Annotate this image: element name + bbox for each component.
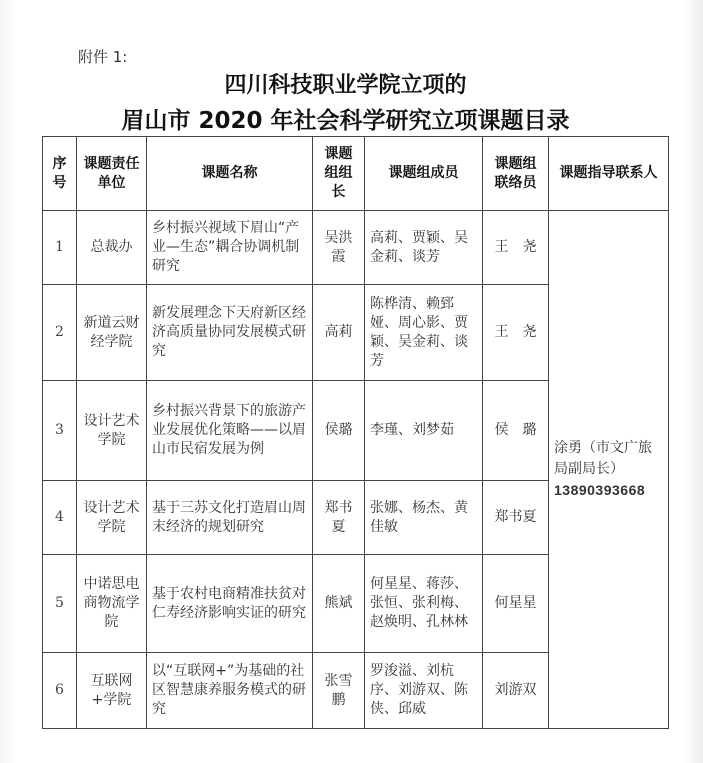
table-row (43, 211, 669, 285)
header-unit: 课题责任单位 (77, 137, 147, 211)
header-name: 课题名称 (147, 137, 313, 211)
cell-seq: 3 (43, 381, 77, 481)
cell-unit: 设计艺术学院 (77, 381, 147, 481)
header-seq: 序号 (43, 137, 77, 211)
header-liaison: 课题组联络员 (483, 137, 549, 211)
advisor-phone: 13890393668 (554, 481, 646, 498)
cell-seq: 5 (43, 555, 77, 653)
header-leader: 课题组组长 (313, 137, 365, 211)
cell-leader: 高莉 (313, 285, 365, 381)
cell-members: 罗浚溢、刘杭序、刘游双、陈侠、邱威 (365, 653, 483, 729)
attachment-label: 附件 1: (78, 48, 128, 66)
cell-members: 李瑾、刘梦茹 (365, 381, 483, 481)
cell-liaison: 侯 璐 (483, 381, 549, 481)
title-line-2: 眉山市 2020 年社会科学研究立项课题目录 (121, 108, 570, 134)
cell-leader: 熊斌 (313, 555, 365, 653)
cell-leader: 张雪鹏 (313, 653, 365, 729)
cell-name: 基于三苏文化打造眉山周末经济的规划研究 (147, 481, 313, 555)
cell-unit: 新道云财经学院 (77, 285, 147, 381)
advisor-name: 涂勇（市文广旅局副局长） (554, 439, 652, 477)
title-line-1: 四川科技职业学院立项的 (224, 73, 467, 98)
cell-name: 新发展理念下天府新区经济高质量协同发展模式研究 (147, 285, 313, 381)
cell-unit: 设计艺术学院 (77, 481, 147, 555)
cell-name: 基于农村电商精准扶贫对仁寿经济影响实证的研究 (147, 555, 313, 653)
cell-name: 乡村振兴背景下的旅游产业发展优化策略——以眉山市民宿发展为例 (147, 381, 313, 481)
cell-seq: 1 (43, 211, 77, 285)
cell-members: 高莉、贾颖、吴金莉、谈芳 (365, 211, 483, 285)
cell-unit: 总裁办 (77, 211, 147, 285)
cell-members: 陈桦清、赖郅娅、周心影、贾颖、吴金莉、谈芳 (365, 285, 483, 381)
cell-name: 乡村振兴视域下眉山“产业—生态”耦合协调机制研究 (147, 211, 313, 285)
header-row (43, 137, 669, 211)
cell-liaison: 刘游双 (483, 653, 549, 729)
cell-members: 张娜、杨杰、黄佳敏 (365, 481, 483, 555)
header-advisor: 课题指导联系人 (549, 137, 669, 211)
cell-unit: 互联网+学院 (77, 653, 147, 729)
header-members: 课题组成员 (365, 137, 483, 211)
cell-members: 何星星、蒋莎、张恒、张利梅、赵焕明、孔林林 (365, 555, 483, 653)
cell-leader: 吴洪霞 (313, 211, 365, 285)
cell-liaison: 何星星 (483, 555, 549, 653)
cell-seq: 6 (43, 653, 77, 729)
cell-seq: 2 (43, 285, 77, 381)
cell-leader: 郑书夏 (313, 481, 365, 555)
cell-seq: 4 (43, 481, 77, 555)
cell-liaison: 郑书夏 (483, 481, 549, 555)
project-table (42, 136, 669, 729)
cell-unit: 中诺思电商物流学院 (77, 555, 147, 653)
cell-liaison: 王 尧 (483, 211, 549, 285)
cell-advisor (549, 211, 669, 729)
cell-liaison: 王 尧 (483, 285, 549, 381)
cell-name: 以“互联网+”为基础的社区智慧康养服务模式的研究 (147, 653, 313, 729)
cell-leader: 侯璐 (313, 381, 365, 481)
